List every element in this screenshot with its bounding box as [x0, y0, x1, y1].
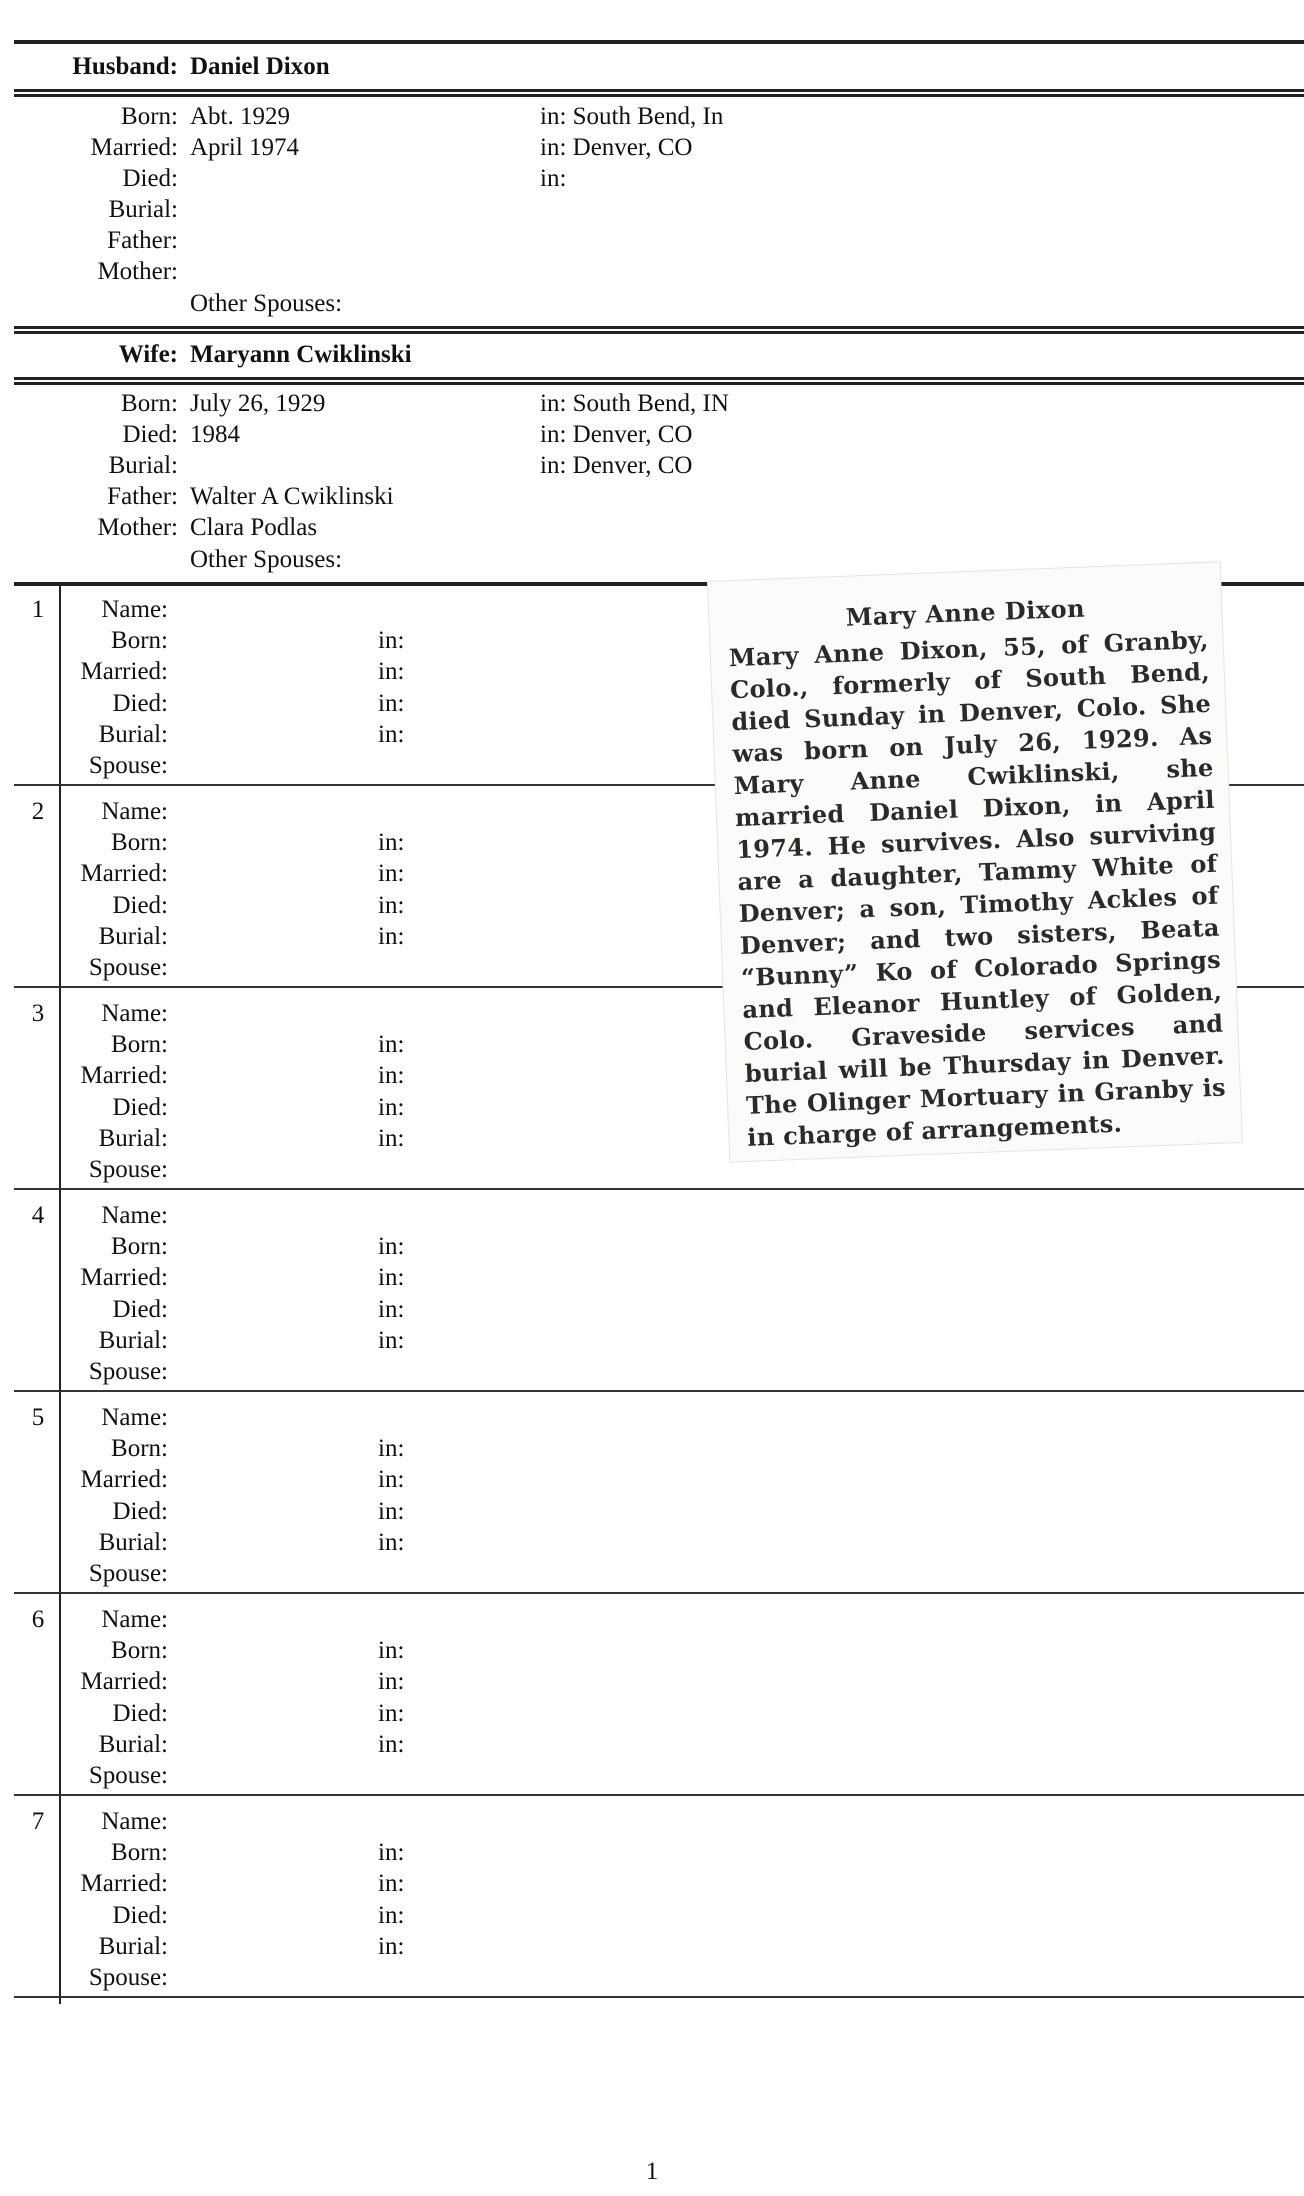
child-field-label: Spouse:: [88, 1358, 168, 1385]
child-field-label: Spouse:: [88, 1964, 168, 1991]
child-separator-rule: [14, 1996, 1304, 1998]
child-place-label: in:: [378, 720, 405, 748]
child-field-label: Spouse:: [88, 752, 168, 779]
child-number: 3: [31, 1000, 45, 1027]
child-field-label: Married:: [80, 1062, 168, 1090]
wife-died-label: Died:: [122, 421, 178, 448]
child-field-label: Name:: [101, 1808, 168, 1835]
child-place-label: in:: [378, 1093, 405, 1121]
husband-other-spouses: Other Spouses:: [190, 290, 343, 317]
child-field-label: Born:: [111, 1637, 168, 1665]
child-field-label: Died:: [112, 1497, 168, 1525]
child-place-label: in:: [378, 1637, 405, 1665]
child-field-label: Died:: [112, 689, 168, 717]
child-separator-rule: [14, 1794, 1304, 1796]
child-number: 6: [31, 1606, 45, 1633]
child-field-label: Born:: [111, 1233, 168, 1261]
child-field-label: Name:: [101, 1404, 168, 1431]
wife-born-label: Born:: [121, 390, 178, 417]
child-place-label: in:: [378, 1124, 405, 1152]
child-field-label: Spouse:: [88, 1156, 168, 1183]
obituary-clipping: [708, 562, 1242, 1161]
child-place-label: in:: [378, 1668, 405, 1696]
wife-mother-value: Clara Podlas: [190, 514, 318, 541]
child-place-label: in:: [378, 1031, 405, 1059]
wife-born-place: in: South Bend, IN: [540, 390, 729, 417]
child-place-label: in:: [378, 1326, 405, 1354]
page-number: 1: [645, 2158, 659, 2185]
child-place-label: in:: [378, 1497, 405, 1525]
child-field-label: Married:: [80, 1466, 168, 1494]
child-field-label: Name:: [101, 596, 168, 623]
child-place-label: in:: [378, 1528, 405, 1556]
clipping-title: Mary Anne Dixon: [845, 593, 1086, 632]
wife-father-label: Father:: [107, 483, 178, 510]
child-place-label: in:: [378, 891, 405, 919]
child-place-label: in:: [378, 860, 405, 888]
child-place-label: in:: [378, 1435, 405, 1463]
child-place-label: in:: [378, 1466, 405, 1494]
child-separator-rule: [14, 1188, 1304, 1190]
child-field-label: Married:: [80, 860, 168, 888]
child-field-label: Name:: [101, 1606, 168, 1633]
child-number: 1: [31, 596, 45, 623]
child-place-label: in:: [378, 922, 405, 950]
child-place-label: in:: [378, 689, 405, 717]
child-field-label: Born:: [111, 1435, 168, 1463]
top-rule: [14, 40, 1304, 44]
child-field-label: Burial:: [98, 720, 168, 748]
child-place-label: in:: [378, 1295, 405, 1323]
child-place-label: in:: [378, 1932, 405, 1960]
husband-name: Daniel Dixon: [190, 53, 330, 80]
husband-died-label: Died:: [122, 165, 178, 192]
child-separator-rule: [14, 1592, 1304, 1594]
child-separator-rule: [14, 1390, 1304, 1392]
husband-married-place: in: Denver, CO: [540, 134, 693, 161]
child-number: 5: [31, 1404, 45, 1431]
wife-died-value: 1984: [190, 421, 240, 448]
wife-label: Wife:: [118, 341, 178, 368]
child-place-label: in:: [378, 627, 405, 655]
wife-burial-place: in: Denver, CO: [540, 452, 693, 479]
child-field-label: Died:: [112, 1093, 168, 1121]
child-place-label: in:: [378, 1730, 405, 1758]
child-field-label: Born:: [111, 1839, 168, 1867]
child-field-label: Name:: [101, 1000, 168, 1027]
child-field-label: Born:: [111, 627, 168, 655]
husband-born-label: Born:: [121, 103, 178, 130]
husband-burial-label: Burial:: [108, 196, 178, 223]
child-field-label: Burial:: [98, 1124, 168, 1152]
husband-born-value: Abt. 1929: [190, 103, 290, 130]
child-field-label: Died:: [112, 1699, 168, 1727]
husband-married-label: Married:: [90, 134, 178, 161]
wife-father-value: Walter A Cwiklinski: [190, 483, 394, 510]
child-place-label: in:: [378, 1901, 405, 1929]
wife-burial-label: Burial:: [108, 452, 178, 479]
husband-label: Husband:: [72, 53, 178, 80]
husband-mother-label: Mother:: [97, 258, 178, 285]
child-field-label: Married:: [80, 658, 168, 686]
wife-born-value: July 26, 1929: [190, 390, 326, 417]
child-field-label: Spouse:: [88, 1762, 168, 1789]
husband-born-place: in: South Bend, In: [540, 103, 724, 130]
child-field-label: Name:: [101, 1202, 168, 1229]
child-field-label: Died:: [112, 1901, 168, 1929]
husband-father-label: Father:: [107, 227, 178, 254]
clipping-body: Mary Anne Dixon, 55, of Granby, Colo., formerly of South Bend, died Sunday in Denver, Colo. She was born on July 26, 1929. As Mary Anne Cwiklinski, she married Daniel Dixon, in April 1974. He survives. Also surviving are a daughter, Tammy White of Denver; a son, Timothy Ackles of Denver; and two sisters, Beata “Bunny” Ko of Colorado Springs and Eleanor Huntley of Golden, Colo. Graveside services and burial will be Thursday in Denver. The Olinger Mortuary in Granby is in charge of arrangements.: [728, 624, 1227, 1152]
child-place-label: in:: [378, 1233, 405, 1261]
child-field-label: Born:: [111, 1031, 168, 1059]
child-field-label: Born:: [111, 829, 168, 857]
child-field-label: Died:: [112, 891, 168, 919]
wife-top-rule: [14, 326, 1304, 329]
wife-mother-label: Mother:: [97, 514, 178, 541]
child-field-label: Burial:: [98, 1326, 168, 1354]
child-field-label: Spouse:: [88, 1560, 168, 1587]
wife-name: Maryann Cwiklinski: [190, 341, 412, 368]
child-place-label: in:: [378, 1264, 405, 1292]
husband-died-place: in:: [540, 165, 567, 192]
wife-rule: [14, 377, 1304, 380]
child-field-label: Died:: [112, 1295, 168, 1323]
child-place-label: in:: [378, 1839, 405, 1867]
child-place-label: in:: [378, 829, 405, 857]
child-number: 4: [31, 1202, 45, 1229]
child-field-label: Burial:: [98, 1932, 168, 1960]
wife-other-spouses: Other Spouses:: [190, 546, 343, 573]
child-field-label: Burial:: [98, 1730, 168, 1758]
child-field-label: Married:: [80, 1668, 168, 1696]
child-field-label: Married:: [80, 1264, 168, 1292]
child-place-label: in:: [378, 1870, 405, 1898]
wife-died-place: in: Denver, CO: [540, 421, 693, 448]
child-place-label: in:: [378, 1062, 405, 1090]
child-place-label: in:: [378, 658, 405, 686]
child-field-label: Name:: [101, 798, 168, 825]
child-field-label: Burial:: [98, 1528, 168, 1556]
husband-married-value: April 1974: [190, 134, 300, 161]
child-number: 7: [31, 1808, 45, 1835]
child-number: 2: [31, 798, 45, 825]
husband-rule: [14, 89, 1304, 92]
child-field-label: Married:: [80, 1870, 168, 1898]
child-field-label: Burial:: [98, 922, 168, 950]
child-field-label: Spouse:: [88, 954, 168, 981]
child-place-label: in:: [378, 1699, 405, 1727]
